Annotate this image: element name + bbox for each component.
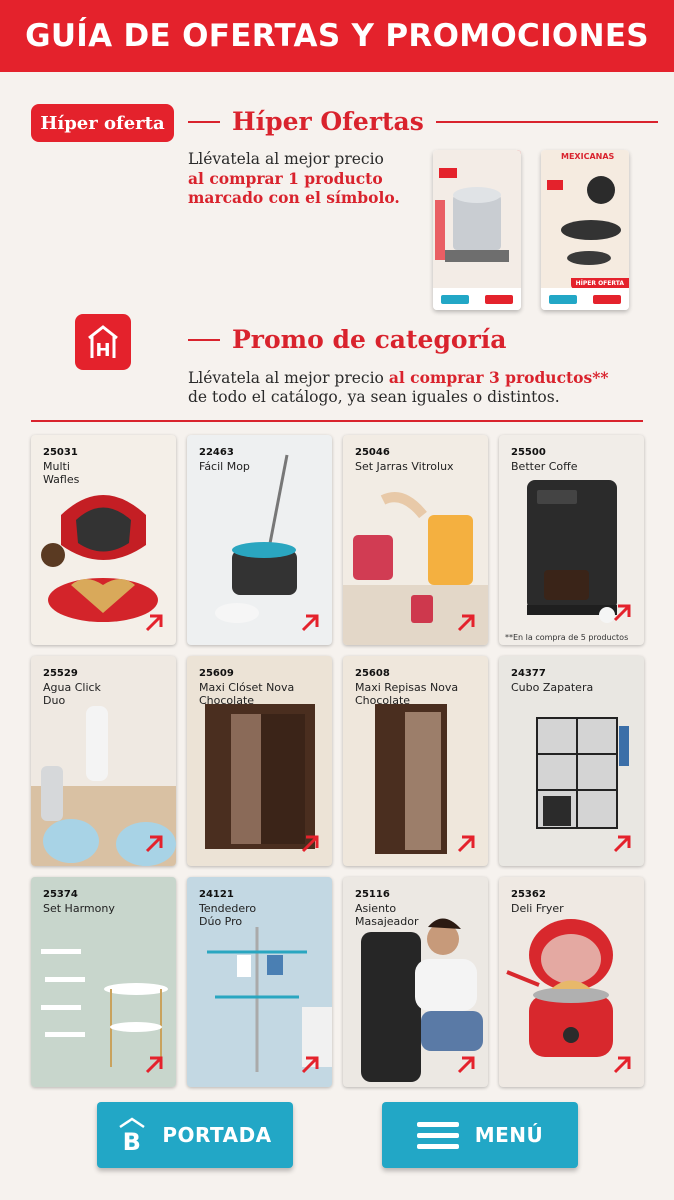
catalog-page-thumbnail[interactable]: [433, 150, 521, 310]
product-name: Maxi Repisas Nova Chocolate: [355, 681, 459, 707]
heading-dash: [188, 121, 220, 123]
hiper-oferta-tag: HÍPER OFERTA: [571, 278, 629, 289]
product-card-better-coffe[interactable]: [499, 435, 644, 645]
thumb-title: MEXICANAS: [561, 152, 615, 161]
hiper-ofertas-heading: [188, 107, 658, 136]
promo-footnote: **En la compra de 5 productos: [505, 633, 629, 642]
desc-line: [188, 368, 628, 388]
product-code: 25529: [43, 668, 78, 679]
desc-line: de todo el catálogo, ya sean iguales o distintos.: [188, 388, 560, 406]
promo-categoria-title: Promo de categoría: [232, 325, 507, 354]
arrow-up-right-icon[interactable]: [144, 834, 164, 854]
portada-button[interactable]: [97, 1102, 293, 1168]
product-name: Better Coffe: [511, 460, 578, 473]
hiper-oferta-badge: Híper oferta: [31, 104, 174, 142]
product-code: 25500: [511, 447, 546, 458]
product-card-tendedero-duo-pro[interactable]: [187, 877, 332, 1087]
heading-line: [436, 121, 658, 123]
product-card-asiento-masajeador[interactable]: [343, 877, 488, 1087]
product-name: Tendedero Dúo Pro: [199, 902, 257, 928]
product-name: Deli Fryer: [511, 902, 564, 915]
thumb-portada-button: [485, 295, 513, 304]
arrow-up-right-icon[interactable]: [300, 834, 320, 854]
product-name: Asiento Masajeador: [355, 902, 419, 928]
promo-description: [188, 368, 628, 407]
desc-highlight: al comprar 1 producto: [188, 169, 383, 188]
product-code: 25608: [355, 668, 390, 679]
thumb-menu-button: [441, 295, 469, 304]
menu-button[interactable]: [382, 1102, 578, 1168]
section-divider: [31, 420, 643, 422]
product-card-multi-wafles[interactable]: [31, 435, 176, 645]
portada-label: PORTADA: [162, 1123, 272, 1147]
page-title: GUÍA DE OFERTAS Y PROMOCIONES: [25, 18, 649, 54]
arrow-up-right-icon[interactable]: [456, 834, 476, 854]
desc-highlight: al comprar 3 productos**: [388, 368, 609, 387]
home-h-icon: [75, 314, 131, 370]
thumb-menu-button: [549, 295, 577, 304]
product-name: Maxi Clóset Nova Chocolate: [199, 681, 295, 707]
thumb-portada-button: [593, 295, 621, 304]
svg-text:H: H: [95, 340, 111, 361]
arrow-up-right-icon[interactable]: [612, 834, 632, 854]
desc-line: Llévatela al mejor precio: [188, 150, 384, 168]
arrow-up-right-icon[interactable]: [456, 1055, 476, 1075]
product-name: Set Jarras Vitrolux: [355, 460, 454, 473]
catalog-page-thumbnail[interactable]: [541, 150, 629, 310]
product-code: 24121: [199, 889, 234, 900]
product-name: Agua Click Duo: [43, 681, 101, 707]
product-card-maxi-closet-nova[interactable]: [187, 656, 332, 866]
desc-highlight: marcado con el símbolo.: [188, 188, 400, 207]
product-code: 25031: [43, 447, 78, 458]
arrow-up-right-icon[interactable]: [300, 613, 320, 633]
product-code: 22463: [199, 447, 234, 458]
hamburger-menu-icon: [417, 1120, 459, 1150]
product-card-agua-click-duo[interactable]: [31, 656, 176, 866]
product-name: Fácil Mop: [199, 460, 250, 473]
product-card-set-harmony[interactable]: [31, 877, 176, 1087]
arrow-up-right-icon[interactable]: [144, 1055, 164, 1075]
desc-text: Llévatela al mejor precio: [188, 369, 389, 387]
product-card-cubo-zapatera[interactable]: [499, 656, 644, 866]
product-code: 25374: [43, 889, 78, 900]
product-card-set-jarras-vitrolux[interactable]: [343, 435, 488, 645]
arrow-up-right-icon[interactable]: [300, 1055, 320, 1075]
product-code: 25362: [511, 889, 546, 900]
menu-label: MENÚ: [474, 1123, 544, 1147]
thumb-nav: [433, 288, 521, 310]
arrow-up-right-icon[interactable]: [612, 1055, 632, 1075]
pot-product-image: [433, 150, 521, 310]
product-name: Set Harmony: [43, 902, 115, 915]
hiper-ofertas-title: Híper Ofertas: [232, 107, 424, 136]
product-name: Multi Wafles: [43, 460, 80, 486]
svg-text:B: B: [122, 1128, 142, 1153]
product-code: 24377: [511, 668, 546, 679]
product-card-facil-mop[interactable]: [187, 435, 332, 645]
arrow-up-right-icon[interactable]: [144, 613, 164, 633]
product-card-maxi-repisas-nova[interactable]: [343, 656, 488, 866]
hiper-ofertas-description: [188, 150, 428, 207]
arrow-up-right-icon[interactable]: [612, 603, 632, 623]
arrow-up-right-icon[interactable]: [456, 613, 476, 633]
heading-dash: [188, 339, 220, 341]
thumb-nav: [541, 288, 629, 310]
product-code: 25116: [355, 889, 390, 900]
product-name: Cubo Zapatera: [511, 681, 594, 694]
product-card-deli-fryer[interactable]: [499, 877, 644, 1087]
home-b-icon: [118, 1117, 146, 1153]
product-code: 25609: [199, 668, 234, 679]
header-bar: [0, 0, 674, 72]
promo-categoria-heading: [188, 325, 506, 354]
product-code: 25046: [355, 447, 390, 458]
